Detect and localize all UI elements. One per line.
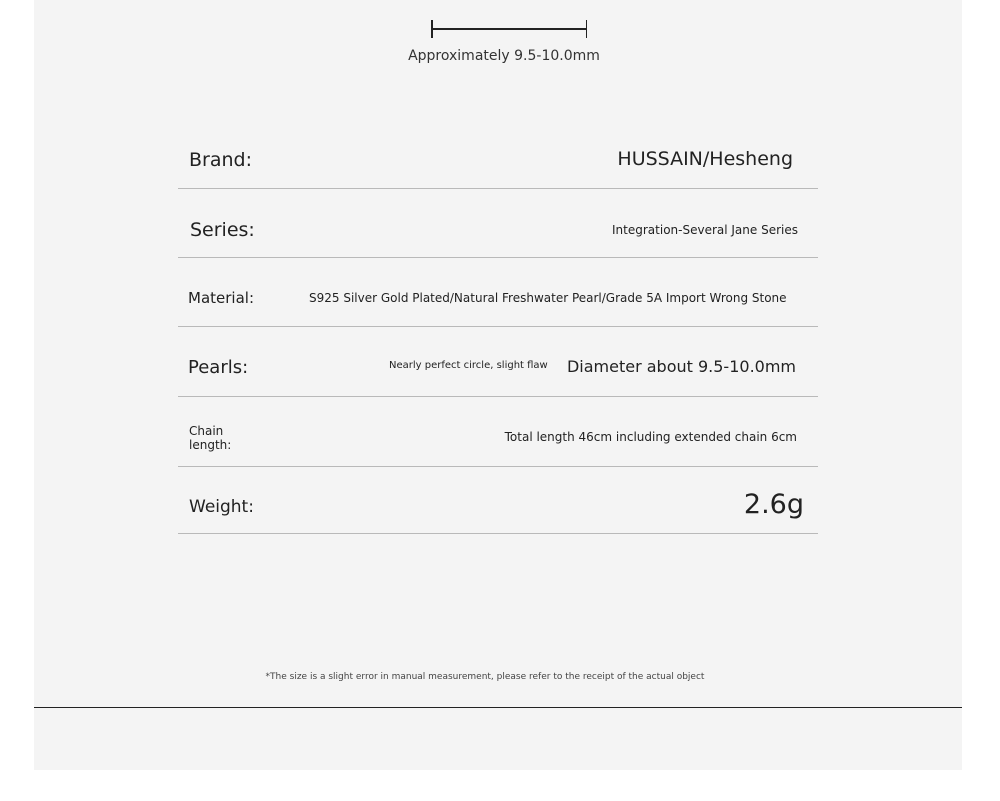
material-value: S925 Silver Gold Plated/Natural Freshwater Pearl/Grade 5A Import Wrong Stone xyxy=(309,291,787,305)
spec-row-material xyxy=(178,258,818,327)
spec-row-brand xyxy=(178,126,818,189)
weight-label: Weight: xyxy=(189,497,254,517)
spec-table xyxy=(178,126,818,534)
bottom-divider xyxy=(34,707,962,708)
chain-label-line1: Chain xyxy=(189,424,224,438)
brand-label: Brand: xyxy=(189,149,252,171)
pearls-value: Diameter about 9.5-10.0mm xyxy=(566,357,796,376)
scale-line xyxy=(431,28,587,30)
scale-label: Approximately 9.5-10.0mm xyxy=(408,48,600,64)
material-label: Material: xyxy=(188,289,254,307)
pearls-label: Pearls: xyxy=(188,357,249,378)
chain-label-line2: length: xyxy=(189,438,232,452)
series-value: Integration-Several Jane Series xyxy=(612,223,798,237)
series-label: Series: xyxy=(190,219,255,241)
measurement-footnote: *The size is a slight error in manual measurement, please refer to the receipt of the actual object xyxy=(265,672,705,682)
spec-row-chain-length xyxy=(178,397,818,467)
spec-row-weight xyxy=(178,467,818,534)
brand-value: HUSSAIN/Hesheng xyxy=(617,148,793,170)
weight-value: 2.6g xyxy=(743,489,804,520)
spec-row-pearls xyxy=(178,327,818,397)
pearls-note: Nearly perfect circle, slight flaw xyxy=(389,360,548,371)
scale-bar xyxy=(431,20,587,38)
scale-tick-right xyxy=(586,20,588,38)
chain-length-value: Total length 46cm including extended chain 6cm xyxy=(504,430,797,444)
spec-row-series xyxy=(178,189,818,258)
chain-length-label xyxy=(189,424,231,452)
